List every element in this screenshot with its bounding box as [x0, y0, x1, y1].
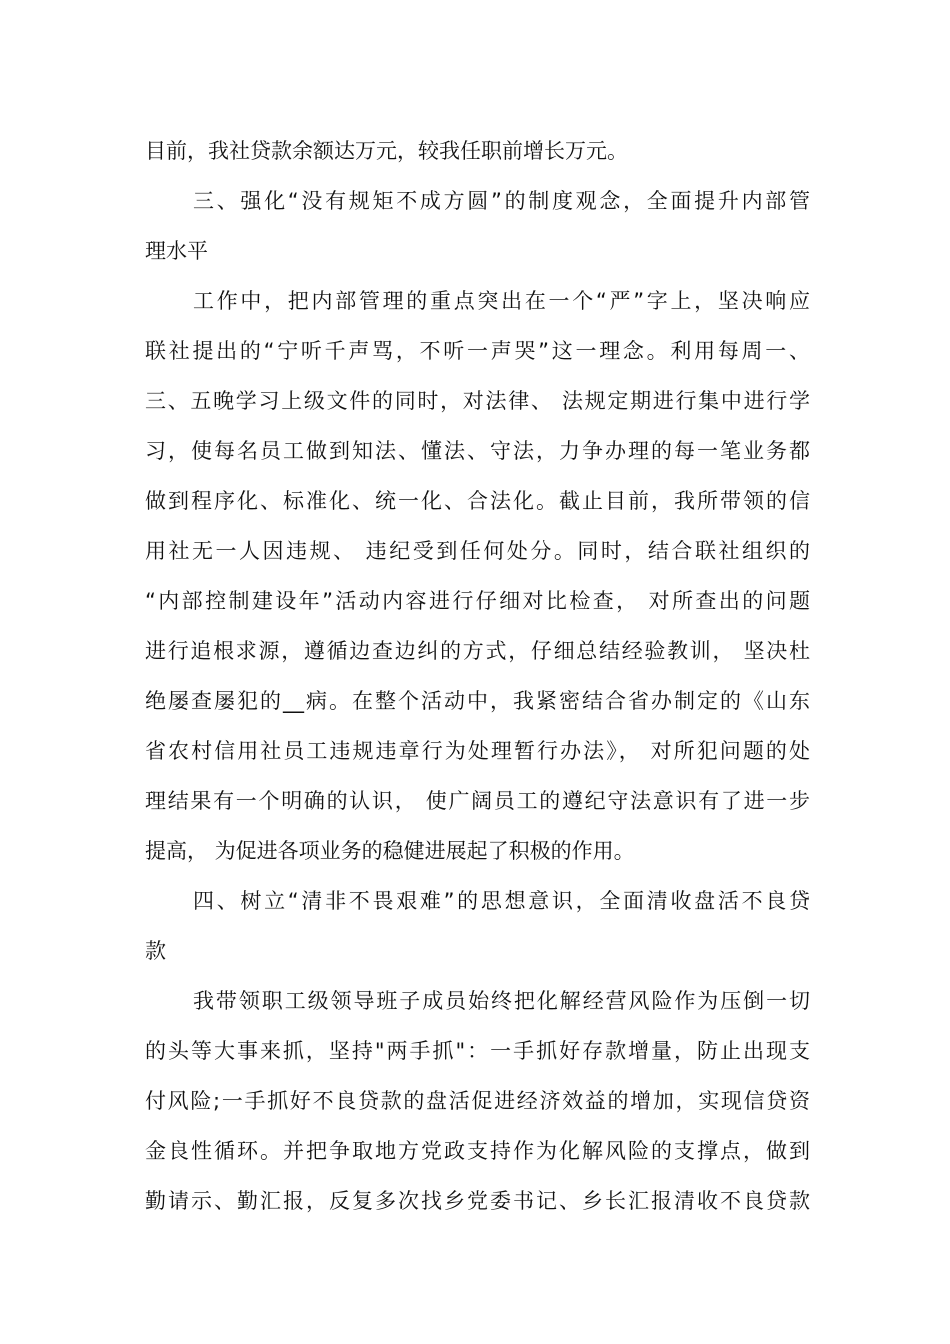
section-heading-4-line-2: 款 [145, 939, 166, 963]
section-heading-3-line-2: 理水平 [145, 239, 208, 263]
paragraph-3-line-3: 三、五晚学习上级文件的同时，对法律、 法规定期进行集中进行学 [145, 389, 810, 413]
paragraph-4-line-5: 勤请示、勤汇报，反复多次找乡党委书记、乡长汇报清收不良贷款 [145, 1189, 810, 1213]
paragraph-3-line-1: 工作中，把内部管理的重点突出在一个“严”字上，坚决响应 [193, 289, 810, 313]
paragraph-4-line-1: 我带领职工级领导班子成员始终把化解经营风险作为压倒一切 [193, 989, 810, 1013]
text-line-1: 目前，我社贷款余额达万元，较我任职前增长万元。 [145, 139, 628, 163]
paragraph-3-line-9: 绝屡查屡犯的__病。在整个活动中，我紧密结合省办制定的《山东 [145, 689, 810, 713]
paragraph-3-line-6: 用社无一人因违规、 违纪受到任何处分。同时，结合联社组织的 [145, 539, 810, 563]
paragraph-3-line-4: 习，使每名员工做到知法、懂法、守法，力争办理的每一笔业务都 [145, 439, 810, 463]
paragraph-4-line-3: 付风险;一手抓好不良贷款的盘活促进经济效益的增加，实现信贷资 [145, 1089, 810, 1113]
paragraph-4-line-4: 金良性循环。并把争取地方党政支持作为化解风险的支撑点，做到 [145, 1139, 810, 1163]
paragraph-3-line-2: 联社提出的“宁听千声骂，不听一声哭”这一理念。利用每周一、 [145, 339, 810, 363]
paragraph-3-line-8: 进行追根求源，遵循边查边纠的方式，仔细总结经验教训， 坚决杜 [145, 639, 810, 663]
paragraph-3-line-7: “内部控制建设年”活动内容进行仔细对比检查， 对所查出的问题 [145, 589, 810, 613]
paragraph-3-line-12: 提高， 为促进各项业务的稳健进展起了积极的作用。 [145, 839, 635, 863]
paragraph-4-line-2: 的头等大事来抓，坚持"两手抓"：一手抓好存款增量，防止出现支 [145, 1039, 810, 1063]
section-heading-3-line-1: 三、强化“没有规矩不成方圆”的制度观念，全面提升内部管 [193, 189, 810, 213]
section-heading-4-line-1: 四、树立“清非不畏艰难”的思想意识，全面清收盘活不良贷 [193, 889, 810, 913]
paragraph-3-line-10: 省农村信用社员工违规违章行为处理暂行办法》， 对所犯问题的处 [145, 739, 810, 763]
paragraph-3-line-5: 做到程序化、标准化、统一化、合法化。截止目前，我所带领的信 [145, 489, 810, 513]
paragraph-3-line-11: 理结果有一个明确的认识， 使广阔员工的遵纪守法意识有了进一步 [145, 789, 810, 813]
